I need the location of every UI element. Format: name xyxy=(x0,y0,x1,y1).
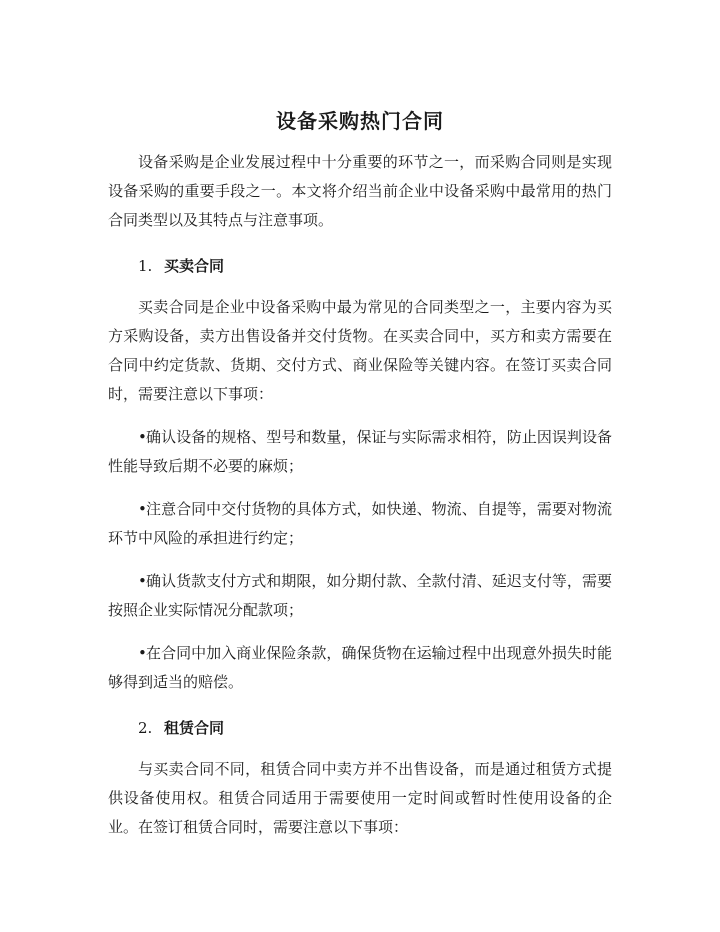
list-item xyxy=(108,639,612,697)
bullet-dot: • xyxy=(138,500,147,518)
section-purchase-contract xyxy=(108,253,612,697)
bullet-text: 在合同中加入商业保险条款，确保货物在运输过程中出现意外损失时能够得到适当的赔偿。 xyxy=(108,644,612,691)
bullet-dot: • xyxy=(138,572,147,590)
section-title: 租赁合同 xyxy=(164,719,225,737)
section-number: 1. xyxy=(138,257,153,275)
section-number: 2. xyxy=(138,719,153,737)
bullet-text: 确认设备的规格、型号和数量，保证与实际需求相符，防止因误判设备性能导致后期不必要的麻烦； xyxy=(108,428,612,475)
list-item xyxy=(108,567,612,625)
bullet-dot: • xyxy=(138,644,147,662)
document-title: 设备采购热门合同 xyxy=(276,109,444,133)
section-heading xyxy=(108,253,612,279)
section-paragraph: 买卖合同是企业中设备采购中最为常见的合同类型之一，主要内容为买方采购设备，卖方出售设备并交付货物。在买卖合同中，买方和卖方需要在合同中约定货款、货期、交付方式、商业保险等关键内容。在签订买卖合同时，需要注意以下事项： xyxy=(108,298,612,403)
bullet-text: 注意合同中交付货物的具体方式，如快递、物流、自提等，需要对物流环节中风险的承担进行约定； xyxy=(108,500,612,547)
bullet-dot: • xyxy=(138,428,147,446)
section-title: 买卖合同 xyxy=(164,257,225,275)
bullet-text: 确认货款支付方式和期限，如分期付款、全款付清、延迟支付等，需要按照企业实际情况分配款项； xyxy=(108,572,612,619)
bullet-list xyxy=(108,423,612,697)
section-heading xyxy=(108,715,612,741)
list-item xyxy=(108,423,612,481)
list-item xyxy=(108,495,612,553)
intro-paragraph: 设备采购是企业发展过程中十分重要的环节之一，而采购合同则是实现设备采购的重要手段之一。本文将介绍当前企业中设备采购中最常用的热门合同类型以及其特点与注意事项。 xyxy=(108,153,612,229)
section-paragraph: 与买卖合同不同，租赁合同中卖方并不出售设备，而是通过租赁方式提供设备使用权。租赁合同适用于需要使用一定时间或暂时性使用设备的企业。在签订租赁合同时，需要注意以下事项： xyxy=(108,760,612,836)
section-lease-contract xyxy=(108,715,612,842)
